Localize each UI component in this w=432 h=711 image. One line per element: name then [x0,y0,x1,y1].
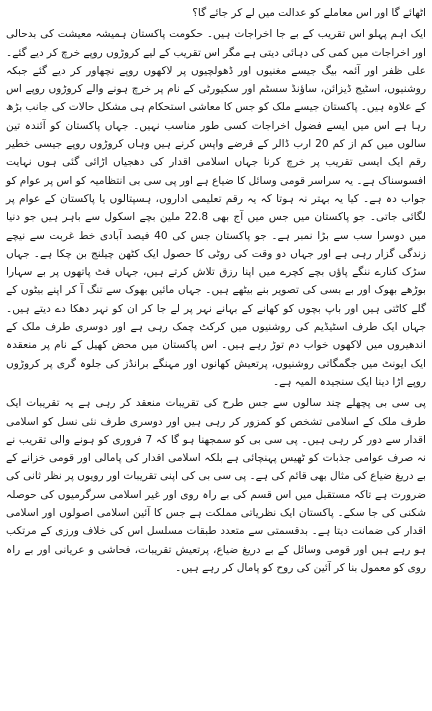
article-paragraph-1: اٹھائے گا اور اس معاملے کو عدالت میں لے کر جائے گا؟ [192,7,426,19]
article-paragraph-3: پی سی بی پچھلے چند سالوں سے جس طرح کی تقریبات منعقد کر رہی ہے یہ تقریبات ایک طرف ملک کے اسلامی تشخص کو کمزور کر رہی ہیں اور دوسری طرف نئی نسل کو اسلامی اقدار سے دور کر رہی ہیں۔ پی سی بی کو سمجھنا ہو گا کہ 7 فروری کو ہونے والی تقریب نے نہ صرف عوامی جذبات کو ٹھیس پہنچائی ہے بلکہ اسلامی اقدار کی پامالی اور قومی خزانے کے بے دریغ ضیاع کی مثال بھی قائم کی ہے۔ پی سی بی کی اپنی تقریبات اور رویوں پر نظر ثانی کی ضرورت ہے تاکہ مستقبل میں اس قسم کی بے راہ روی اور غیر اسلامی سرگرمیوں کی حوصلہ شکنی کی جا سکے۔ پاکستان ایک نظریاتی مملکت ہے جس کا آئین اسلامی اصولوں اور اسلامی اقدار کی ضمانت دیتا ہے۔ بدقسمتی سے متعدد طبقات مسلسل اس کی خلاف ورزی کے مرتکب ہو رہے ہیں اور قومی وسائل کے بے دریغ ضیاع، پرتعیش تقریبات، فحاشی و عریانی اور بے راہ روی کو معمول بنا کر آئین کی روح کو پامال کر رہے ہیں۔ [6,397,426,574]
article-paragraph-2: ایک اہم پہلو اس تقریب کے بے جا اخراجات ہیں۔ حکومت پاکستان ہمیشہ معیشت کی بدحالی اور اخراجات میں کمی کی دہائی دیتی ہے مگر اس تقریب کے لیے کروڑوں روپے خرچ کر دیے گئے۔ علی ظفر اور آئمہ بیگ جیسے مغنیوں اور ڈھولچیوں پر لاکھوں روپے نچھاور کر دیے گئے جبکہ روشنیوں، اسٹیج ڈیزائن، ساؤنڈ سسٹم اور سکیورٹی کے نام پر خرچ ہونے والے کروڑوں روپے اس کے علاوہ ہیں۔ پاکستان جیسے ملک کو جس کا معاشی استحکام ہی مشکل حالات کی جانب بڑھ رہا ہے اس میں ایسے فضول اخراجات کسی طور مناسب نہیں۔ جہاں پاکستان کو آئندہ تین سالوں میں کم از کم 20 ارب ڈالر کے قرضے واپس کرنے ہیں وہاں کروڑوں روپے جیسی خطیر رقم ایک ایسی تقریب پر خرچ کرنا جہاں اسلامی اقدار کی دھجیاں اڑائی گئی ہوں نہایت افسوسناک ہے۔ یہ سراسر قومی وسائل کا ضیاع ہے اور پی سی بی انتظامیہ کو اس پر عوام کو جواب دہ ہے۔ کیا یہ بہتر نہ ہوتا کہ یہ رقم تعلیمی اداروں، ہسپتالوں یا پاکستان کے عوام پر لگائی جاتی۔ جو پاکستان میں جس میں آج بھی 22.8 ملین بچے اسکول سے باہر ہیں جو دنیا میں دوسرا سب سے بڑا نمبر ہے۔ جو پاکستان جس کی 40 فیصد آبادی خط غربت سے نیچے زندگی گزار رہی ہے اور جہاں دو وقت کی روٹی کا حصول ایک کٹھن چیلنج بن چکا ہے۔ جہاں سڑک کنارے ننگے پاؤں بچے کچرے میں اپنا رزق تلاش کرتے ہیں، جہاں فٹ پاتھوں پر بے سہارا بوڑھے بھوک اور بے بسی کی تصویر بنے بیٹھے ہیں۔ جہاں مائیں بھوک سے تنگ آ کر اپنے بیٹوں کے گلے کاٹتی ہیں اور باپ بچوں کو کھانے کے بہانے نہر پر لے جا کر ان کو نہر دھکا دے دیتے ہیں۔ جہاں ایک طرف اسٹیڈیم کی روشنیوں میں کرکٹ چمک رہی ہے اور دوسری طرف ملک کے اندھیروں میں لاکھوں خواب دم توڑ رہے ہیں۔ اس پاکستان میں محض کھیل کے نام پر منعقدہ ایک ایونٹ میں جگمگاتی روشنیوں، پرتعیش کھانوں اور مہنگے برانڈز کی جلوہ گری پر کروڑوں روپے اڑا دینا ایک سنجیدہ المیہ ہے۔ [6,28,426,388]
